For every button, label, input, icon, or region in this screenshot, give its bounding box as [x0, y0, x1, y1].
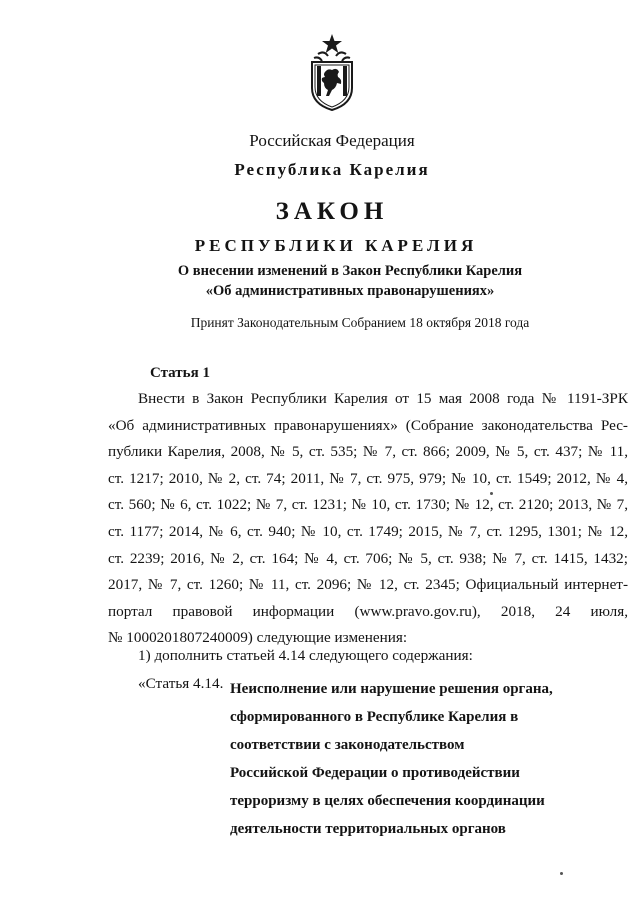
amendment-item: 1) дополнить статьей 4.14 следующего содержания: — [138, 647, 473, 664]
body-line: 2017, № 7, ст. 1260; № 11, ст. 2096; № 12, ст. 2345; Официальный интернет- — [108, 576, 628, 594]
title-line: деятельности территориальных органов — [230, 821, 506, 837]
body-line: ст. 1217; 2010, № 2, ст. 74; 2011, № 7, ст. 975, 979; № 10, ст. 1549; 2012, № 4, — [108, 469, 628, 487]
document-type: ЗАКОН — [275, 198, 389, 225]
title-line: сформированного в Республике Карелия в — [230, 709, 519, 725]
title-line: соответствии с законодательством — [230, 737, 465, 753]
title-line: терроризму в целях обеспечения координации — [230, 793, 545, 809]
country-name: Российская Федерация — [249, 131, 415, 150]
law-subject-line-1: О внесении изменений в Закон Республики Карелия — [177, 263, 523, 279]
new-article-title — [230, 675, 590, 843]
new-article-number: «Статья 4.14. — [138, 675, 224, 692]
article-heading: Статья 1 — [150, 365, 210, 381]
body-line: «Об административных правонарушениях» (Собрание законодательства Рес- — [108, 416, 628, 434]
law-subject-line-2: «Об административных правонарушениях» — [205, 283, 495, 299]
body-line: ст. 1177; 2014, № 6, ст. 940; № 10, ст. 1749; 2015, № 7, ст. 1295, 1301; № 12, — [108, 522, 628, 540]
title-line: Неисполнение или нарушение решения органа, — [230, 681, 553, 697]
scan-speck — [560, 872, 563, 875]
scan-speck — [490, 492, 493, 495]
body-line: Внести в Закон Республики Карелия от 15 мая 2008 года № 1191-ЗРК — [138, 390, 628, 407]
body-line: публики Карелия, 2008, № 5, ст. 535; № 7, ст. 866; 2009, № 5, ст. 437; № 11, — [108, 443, 628, 461]
title-line: Российской Федерации о противодействии — [230, 765, 520, 781]
body-line: № 1000201807240009) следующие изменения: — [108, 629, 408, 647]
coat-of-arms-icon — [304, 32, 360, 112]
body-line: портал правовой информации (www.pravo.gov.ru), 2018, 24 июля, — [108, 602, 628, 620]
republic-subtitle: РЕСПУБЛИКИ КАРЕЛИЯ — [194, 236, 478, 255]
article-body — [108, 386, 628, 652]
republic-name: Республика Карелия — [234, 160, 430, 179]
adoption-note: Принят Законодательным Собранием 18 октября 2018 года — [190, 315, 530, 330]
body-line: ст. 2239; 2016, № 2, ст. 164; № 4, ст. 706; № 5, ст. 938; № 7, ст. 1415, 1432; — [108, 549, 628, 567]
body-line: ст. 560; № 6, ст. 1022; № 7, ст. 1231; № 10, ст. 1730; № 12, ст. 2120; 2013, № 7, — [108, 496, 628, 514]
